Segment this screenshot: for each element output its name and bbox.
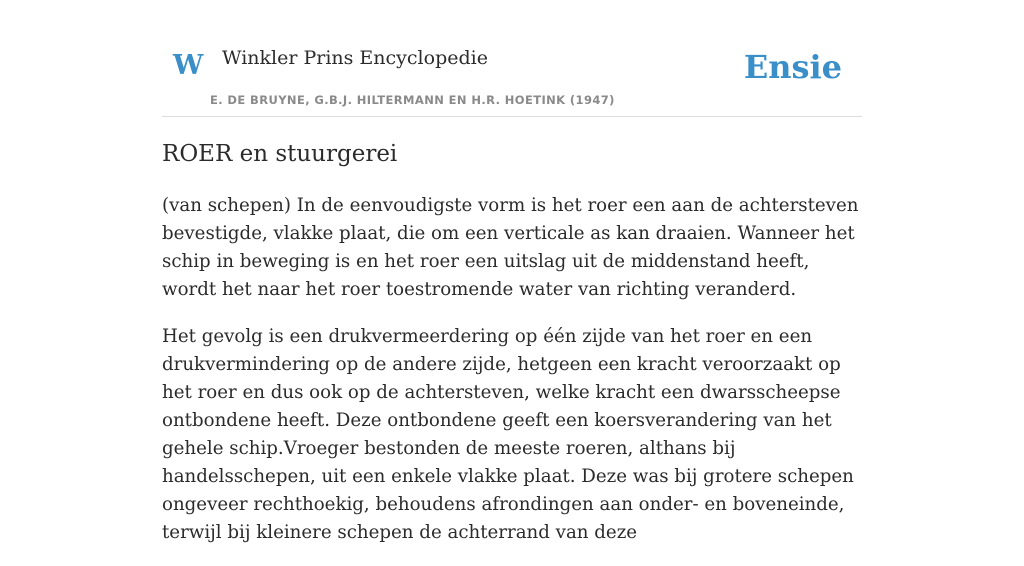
source-header [162,0,862,117]
source-authors: E. DE BRUYNE, G.B.J. HILTERMANN EN H.R. HOETINK (1947) [210,93,615,107]
winkler-prins-logo[interactable]: W [173,50,204,81]
entry-paragraph: (van schepen) In de eenvoudigste vorm is het roer een aan de achtersteven bevestigde, vlakke plaat, die om een verticale as kan draaien. Wanneer het schip in beweging is en het roer een uitslag uit de middenstand heeft, wordt het naar het roer toestromende water van richting veranderd. [162,195,859,300]
entry-title: ROER en stuurgerei [162,141,398,167]
entry-body [162,192,867,566]
source-title[interactable]: Winkler Prins Encyclopedie [222,47,488,69]
ensie-brand-link[interactable]: Ensie [743,48,842,86]
entry-paragraph: Het gevolg is een drukvermeerdering op één zijde van het roer en een drukvermindering op de andere zijde, hetgeen een kracht veroorzaakt op het roer en dus ook op de achtersteven, welke kracht een dwarsscheepse ontbondene heeft. Deze ontbondene geeft een koersverandering van het gehele schip.Vroeger bestonden de meeste roeren, althans bij handelsschepen, uit een enkele vlakke plaat. Deze was bij grotere schepen ongeveer rechthoekig, behoudens afrondingen aan onder- en boveneinde, terwijl bij kleinere schepen de achterrand van deze [162,326,854,543]
article-page [162,0,862,543]
